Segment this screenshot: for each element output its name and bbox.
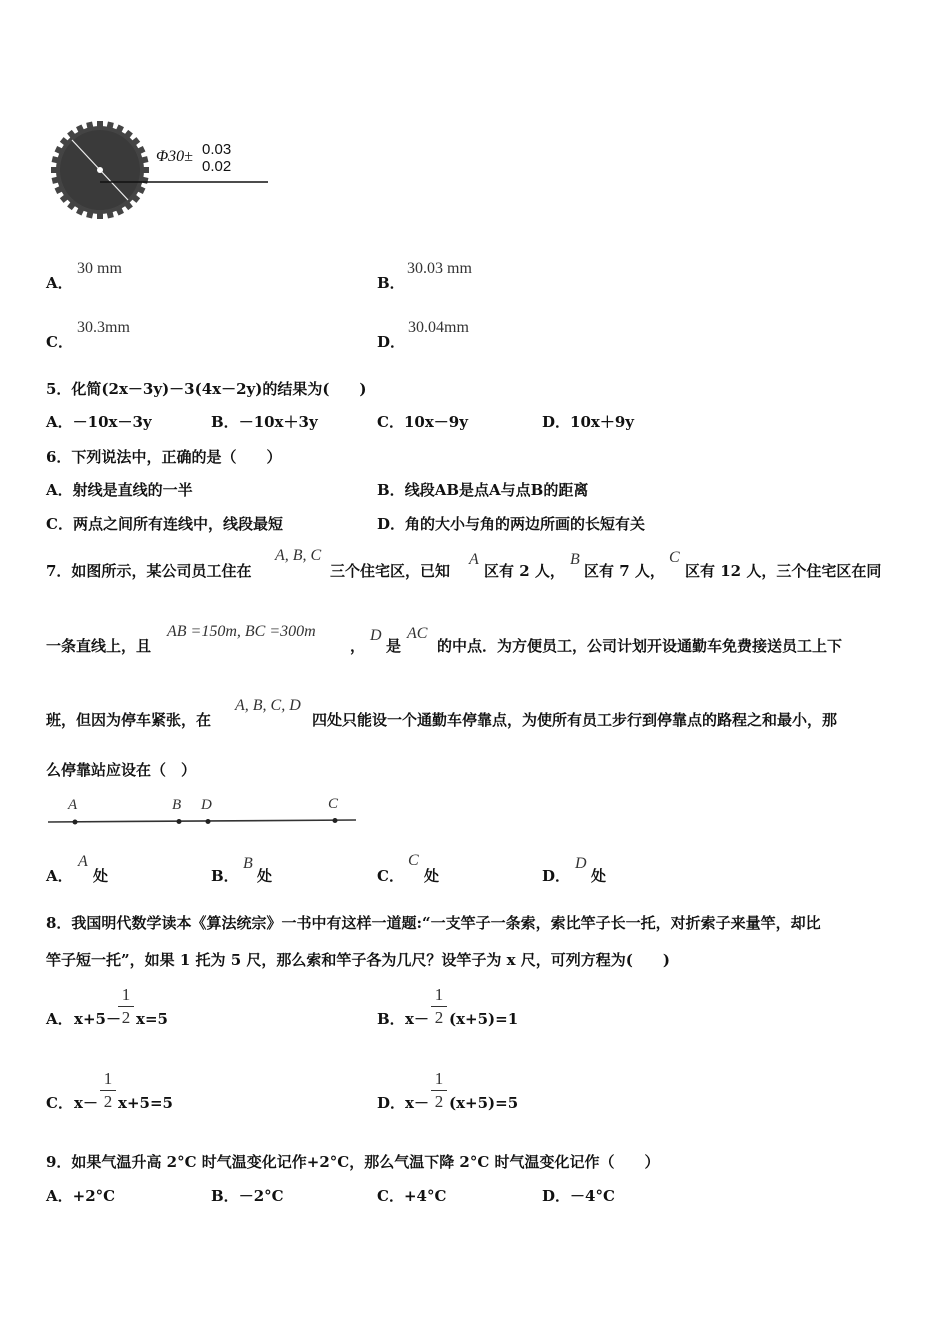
q9-option-c: C．+4°C <box>377 1187 447 1205</box>
q7-number-line-figure <box>46 795 361 831</box>
q8-option-c-fraction: 1 2 <box>100 1069 116 1112</box>
q4-option-d-label: D． <box>377 333 406 351</box>
q8-option-b-label: B． <box>377 1010 405 1028</box>
q7-line3-a: 班，但因为停车紧张，在 <box>46 711 212 729</box>
q7-option-b-suffix: 处 <box>257 867 273 885</box>
q7-line3-b: 四处只能设一个通勤车停靠点，为使所有员工步行到停靠点的路程之和最小，那 <box>312 711 838 729</box>
q7-line1-e: 区有 12 人，三个住宅区在同 <box>685 562 882 580</box>
q7-option-b-label: B． <box>211 867 239 885</box>
point-d-label: D <box>201 797 212 813</box>
q7-line1-a: 7．如图所示，某公司员工住在 <box>46 562 252 580</box>
point-a-dot <box>73 820 78 825</box>
q9-stem: 9．如果气温升高 2°C 时气温变化记作+2°C，那么气温下降 2°C 时气温变化记作（ ） <box>46 1153 660 1171</box>
q4-option-c-value: 30.3mm <box>77 319 130 336</box>
q8-option-b-fraction: 1 2 <box>431 985 447 1028</box>
gear-lower-tolerance: 0.02 <box>202 158 232 175</box>
q9-option-b: B．－2°C <box>211 1187 284 1205</box>
q8-option-b-post: (x+5)=1 <box>449 1010 519 1028</box>
q6-option-a: A．射线是直线的一半 <box>46 481 193 499</box>
q6-option-b: B．线段AB是点A与点B的距离 <box>377 481 589 499</box>
q7-option-d-label: D． <box>542 867 571 885</box>
point-c-label: C <box>328 796 339 812</box>
q5-option-b: B．－10x＋3y <box>211 413 318 431</box>
q7-math-c: C <box>669 549 680 566</box>
q4-option-a-value: 30 mm <box>77 260 122 277</box>
q8-line1: 8．我国明代数学读本《算法统宗》一书中有这样一道题:“一支竿子一条索，索比竿子长一托，对折索子来量竿，却比 <box>46 914 821 932</box>
q8-option-b-pre: x－ <box>405 1010 429 1028</box>
q7-option-c-label: C． <box>377 867 404 885</box>
q7-line2-d: 的中点．为方便员工，公司计划开设通勤车免费接送员工上下 <box>437 637 843 655</box>
point-d-dot <box>206 819 211 824</box>
q7-line1-d: 区有 7 人， <box>584 562 665 580</box>
q7-line1-b: 三个住宅区，已知 <box>330 562 451 580</box>
q8-option-a-label: A． <box>46 1010 73 1028</box>
q7-line2-c: 是 <box>386 637 402 655</box>
q7-math-b: B <box>570 551 580 568</box>
q8-option-c-post: x+5=5 <box>118 1094 173 1112</box>
q7-line2-a: 一条直线上，且 <box>46 637 152 655</box>
q4-option-b-value: 30.03 mm <box>407 260 472 277</box>
q8-option-d-label: D． <box>377 1094 406 1112</box>
q8-option-a-post: x=5 <box>136 1010 168 1028</box>
q7-option-d-math: D <box>575 855 587 872</box>
q9-option-d: D．－4°C <box>542 1187 615 1205</box>
q7-option-d-suffix: 处 <box>591 867 607 885</box>
gear-upper-tolerance: 0.03 <box>202 141 232 158</box>
q7-math-a: A <box>469 551 479 568</box>
q8-option-d-post: (x+5)=5 <box>449 1094 519 1112</box>
q7-math-dist: AB =150m, BC =300m <box>167 623 316 640</box>
q8-option-c-pre: x－ <box>74 1094 98 1112</box>
q6-option-d: D．角的大小与角的两边所画的长短有关 <box>377 515 646 533</box>
q6-stem: 6．下列说法中，正确的是（ ） <box>46 448 282 466</box>
q5-option-a: A．－10x－3y <box>46 413 152 431</box>
q7-option-c-math: C <box>408 852 419 869</box>
q8-option-c-label: C． <box>46 1094 73 1112</box>
q4-option-d-value: 30.04mm <box>408 319 469 336</box>
q4-option-c-label: C． <box>46 333 73 351</box>
q7-math-abc: A, B, C <box>275 547 322 564</box>
q8-option-a-fraction: 1 2 <box>118 985 134 1028</box>
q7-line2-b: ， <box>350 637 366 655</box>
q7-math-abcd: A, B, C, D <box>235 697 301 714</box>
point-a-label: A <box>68 797 78 813</box>
q7-line4: 么停靠站应设在（ ） <box>46 761 197 779</box>
q7-option-a-label: A． <box>46 867 73 885</box>
q7-line1-c: 区有 2 人， <box>484 562 565 580</box>
q9-option-a: A．+2°C <box>46 1187 116 1205</box>
q5-stem: 5．化简(2x－3y)－3(4x－2y)的结果为( ) <box>46 380 367 398</box>
q7-math-ac: AC <box>407 625 428 642</box>
point-c-dot <box>333 818 338 823</box>
q7-option-a-math: A <box>78 853 88 870</box>
q7-math-d: D <box>370 627 382 644</box>
q8-option-a-pre: x+5－ <box>74 1010 121 1028</box>
q7-option-b-math: B <box>243 855 253 872</box>
q4-option-b-label: B． <box>377 274 405 292</box>
point-b-dot <box>177 819 182 824</box>
q5-option-d: D．10x＋9y <box>542 413 634 431</box>
q6-option-c: C．两点之间所有连线中，线段最短 <box>46 515 283 533</box>
point-b-label: B <box>172 797 182 813</box>
q8-line2: 竿子短一托”，如果 1 托为 5 尺，那么索和竿子各为几尺？设竿子为 x 尺，可列方程为( ) <box>46 951 670 969</box>
gear-diameter-symbol: Φ30± <box>156 148 193 165</box>
q7-option-a-suffix: 处 <box>93 867 109 885</box>
q7-option-c-suffix: 处 <box>424 867 440 885</box>
q8-option-d-pre: x－ <box>405 1094 429 1112</box>
q5-option-c: C．10x－9y <box>377 413 468 431</box>
q8-option-d-fraction: 1 2 <box>431 1069 447 1112</box>
gear-icon <box>48 115 278 225</box>
q4-option-a-label: A． <box>46 274 73 292</box>
gear-figure <box>48 115 278 225</box>
